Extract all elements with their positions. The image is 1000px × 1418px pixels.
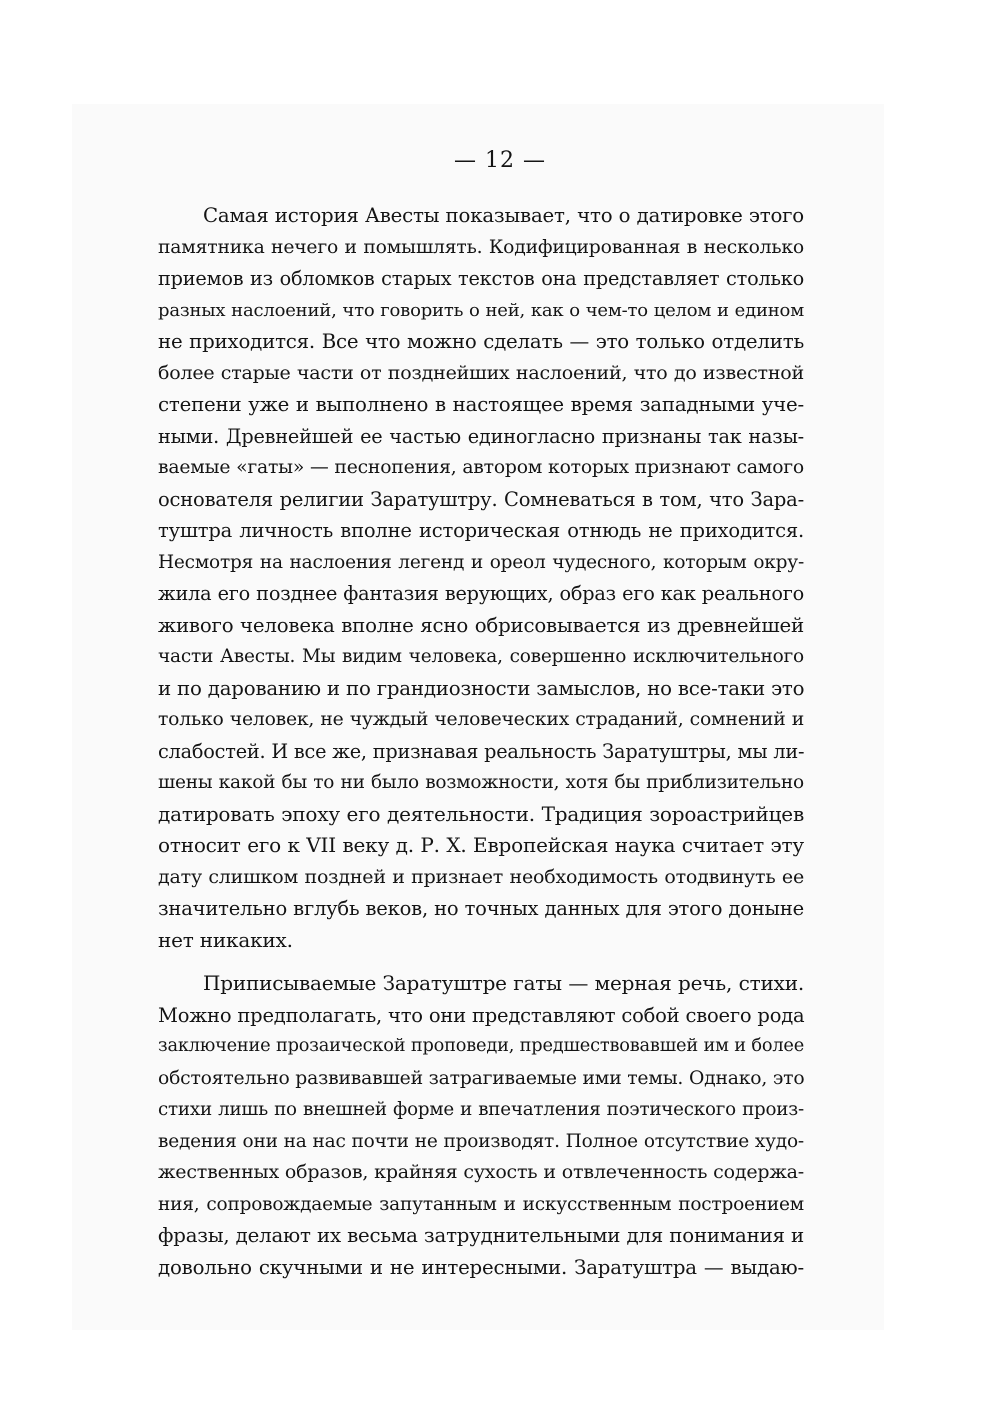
text-line: дату слишком поздней и признает необходимость отодвинуть ее — [158, 865, 804, 888]
text-line: нет никаких. — [158, 927, 293, 952]
text-line: не приходится. Все что можно сделать — это только отделить — [158, 330, 804, 353]
text-line: датировать эпоху его деятельности. Традиция зороастрийцев — [158, 801, 804, 826]
text-line: шены какой бы то ни было возможности, хотя бы приблизительно — [158, 772, 804, 793]
text-line: фразы, делают их весьма затруднительными для понимания и — [158, 1224, 804, 1247]
text-line: Самая история Авесты показывает, что о датировке этого — [203, 204, 804, 227]
text-line: жила его позднее фантазия верующих, образ его как реального — [158, 582, 804, 605]
page-number: — 12 — — [454, 148, 546, 173]
text-line: слабостей. И все же, признавая реальность Заратуштры, мы ли- — [158, 739, 805, 763]
text-line: части Авесты. Мы видим человека, совершенно исключительного — [158, 646, 804, 667]
text-line: довольно скучными и не интересными. Заратуштра — выдаю- — [158, 1255, 804, 1279]
text-line: ваемые «гаты» — песнопения, автором которых признают самого — [158, 457, 804, 478]
text-line: более старые части от позднейших наслоений, что до известной — [158, 361, 804, 384]
text-line: ными. Древнейшей ее частью единогласно признаны так назы- — [158, 424, 804, 448]
paragraph — [158, 200, 804, 956]
text-line: основателя религии Заратуштру. Сомневаться в том, что Зара- — [158, 487, 804, 511]
text-line: памятника нечего и помышлять. Кодифицированная в несколько — [158, 236, 804, 258]
paragraph — [158, 968, 804, 1283]
text-line: живого человека вполне ясно обрисовывается из древнейшей — [158, 613, 804, 637]
text-line: жественных образов, крайняя сухость и отвлеченность содержа- — [158, 1161, 804, 1183]
text-line: относит его к VII веку д. Р. Х. Европейская наука считает эту — [158, 833, 804, 857]
text-line: ведения они на нас почти не производят. Полное отсутствие худо- — [158, 1130, 804, 1152]
text-line: разных наслоений, что говорить о ней, как о чем-то целом и едином — [158, 299, 804, 321]
text-line: приемов из обломков старых текстов она представляет столько — [158, 267, 804, 290]
text-line: значительно вглубь веков, но точных данных для этого доныне — [158, 897, 804, 920]
text-line: Несмотря на наслоения легенд и ореол чудесного, которым окру- — [158, 551, 804, 573]
text-line: ния, сопровождаемые запутанным и искусственным построением — [158, 1193, 804, 1215]
text-line: Можно предполагать, что они представляют собой своего рода — [158, 1003, 805, 1027]
text-line: только человек, не чуждый человеческих страданий, сомнений и — [158, 709, 804, 730]
body-text — [158, 200, 804, 1283]
text-line: заключение прозаической проповеди, предшествовавшей им и более — [158, 1036, 804, 1056]
text-line: Приписываемые Заратуштре гаты — мерная речь, стихи. — [203, 971, 804, 995]
paragraph-gap — [158, 956, 804, 968]
text-line: и по дарованию и по грандиозности замыслов, но все-таки это — [158, 676, 805, 700]
text-line: туштра личность вполне историческая отнюдь не приходится. — [158, 519, 804, 542]
text-line: степени уже и выполнено в настоящее время западными уче- — [158, 393, 804, 416]
text-line: стихи лишь по внешней форме и впечатления поэтического произ- — [158, 1099, 804, 1120]
text-line: обстоятельно развивавшей затрагиваемые ими темы. Однако, это — [158, 1067, 805, 1089]
